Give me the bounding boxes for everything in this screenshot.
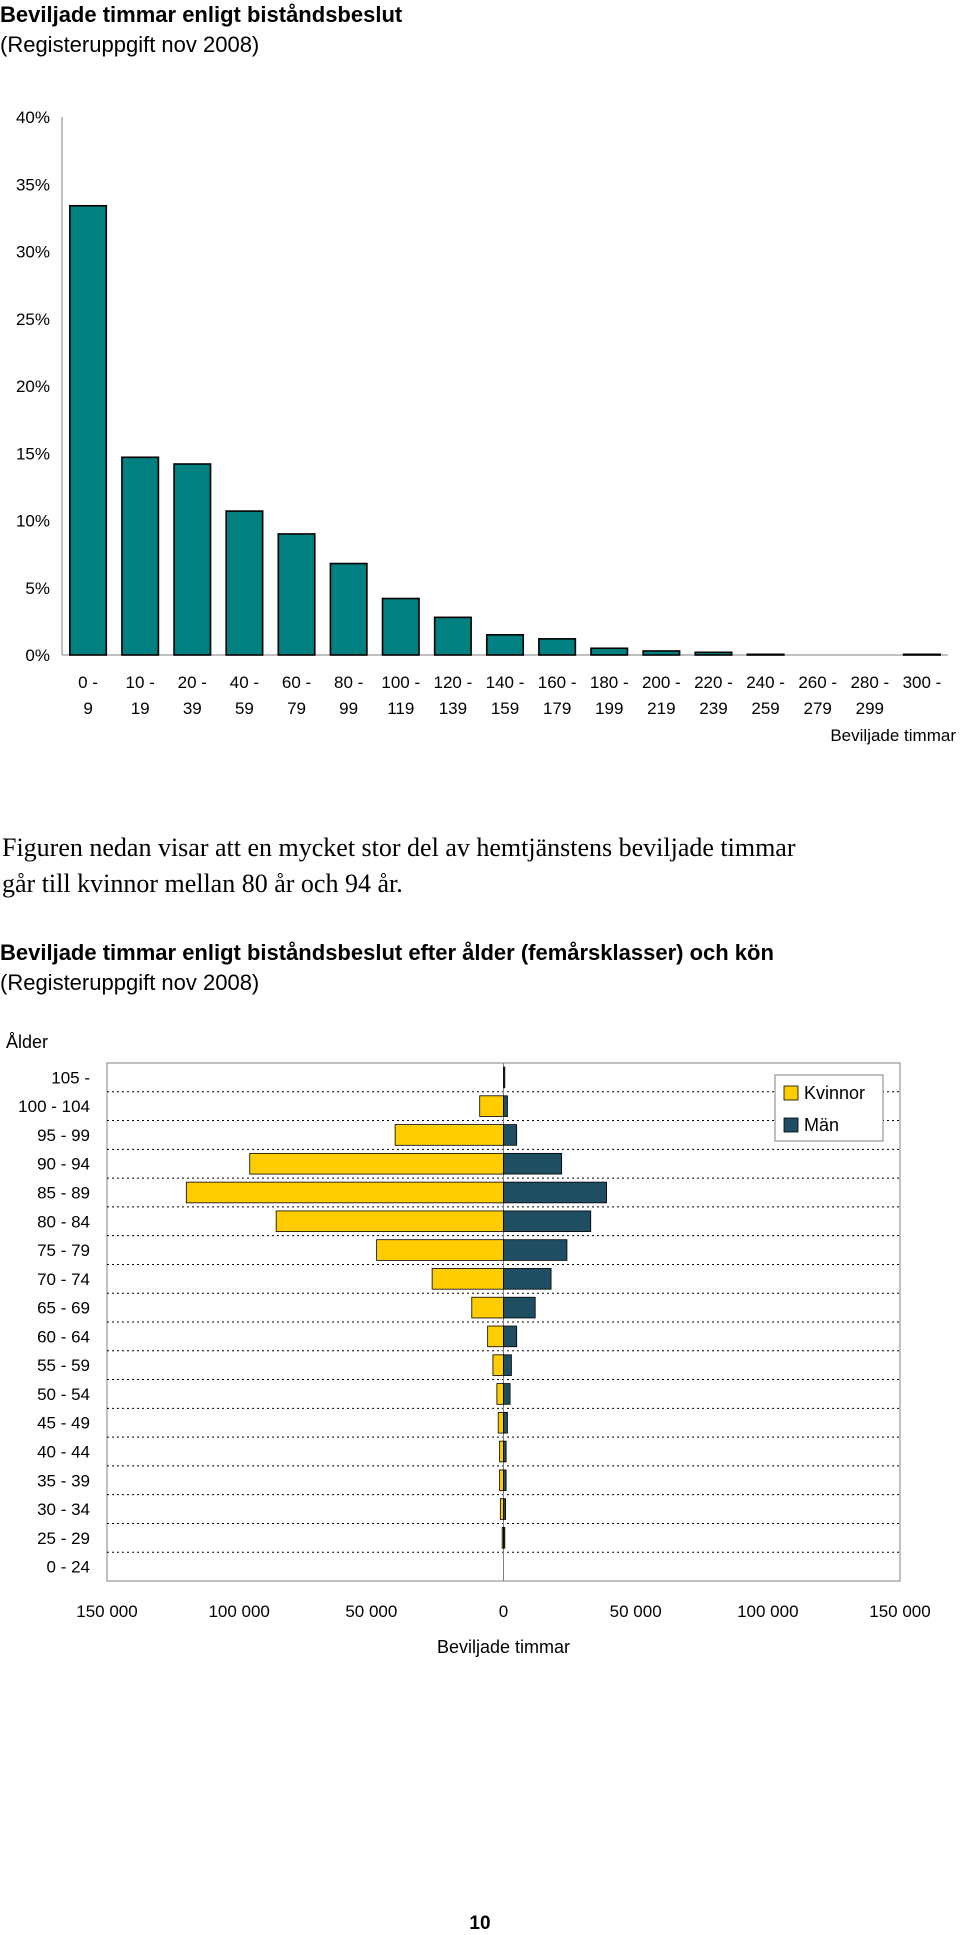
- paragraph: [2, 830, 960, 902]
- age-category-label: 105 -: [51, 1068, 90, 1088]
- age-category-label: 100 - 104: [18, 1097, 90, 1117]
- bar-kvinnor: [395, 1125, 503, 1146]
- bar-man: [504, 1384, 511, 1405]
- bar: [330, 564, 366, 655]
- legend-swatch: [784, 1118, 798, 1132]
- legend: [775, 1075, 883, 1141]
- age-category-label: 55 - 59: [37, 1356, 90, 1376]
- bar-chart-beviljade-timmar: [0, 95, 960, 755]
- y-tick-label: 5%: [25, 578, 50, 598]
- x-tick-label: 0 -: [78, 673, 98, 692]
- x-tick-label: 19: [130, 699, 150, 718]
- bar: [487, 635, 523, 655]
- bar-kvinnor: [480, 1096, 504, 1117]
- x-tick-label: 10 -: [125, 673, 155, 692]
- x-tick-label: 100 000: [208, 1602, 270, 1621]
- bar-man: [504, 1326, 517, 1347]
- bar-man: [504, 1240, 567, 1261]
- y-tick-label: 40%: [15, 108, 50, 127]
- bar-man: [504, 1297, 536, 1318]
- bar-man: [504, 1182, 607, 1203]
- age-category-label: 0 - 24: [46, 1557, 90, 1577]
- chart2-title-block: [0, 938, 960, 998]
- bar-kvinnor: [500, 1470, 504, 1491]
- bar-man: [504, 1067, 505, 1088]
- y-tick-label: 20%: [15, 377, 50, 396]
- x-tick-label: 60 -: [281, 673, 312, 692]
- x-tick-label: 299: [855, 699, 885, 718]
- bar-kvinnor: [186, 1182, 503, 1203]
- bar-man: [504, 1527, 505, 1548]
- x-tick-label: 20 -: [177, 673, 207, 692]
- x-tick-label: 200 -: [641, 673, 681, 692]
- bar-kvinnor: [500, 1441, 504, 1462]
- x-tick-label: 159: [490, 699, 520, 718]
- bar-kvinnor: [497, 1384, 504, 1405]
- x-tick-label: 80 -: [333, 673, 364, 692]
- bar: [591, 648, 627, 655]
- chart1-title-block: [0, 0, 402, 60]
- age-category-label: 95 - 99: [37, 1125, 90, 1145]
- age-category-label: 65 - 69: [37, 1298, 90, 1318]
- bar-man: [504, 1470, 507, 1491]
- x-tick-label: 280 -: [850, 673, 890, 692]
- bar: [383, 599, 419, 655]
- x-tick-label: 0: [498, 1602, 509, 1621]
- x-axis-title: Beviljade timmar: [830, 726, 956, 745]
- paragraph-line-1: Figuren nedan visar att en mycket stor del av hemtjänstens beviljade timmar: [2, 833, 796, 862]
- x-tick-label: 79: [287, 699, 306, 718]
- age-category-label: 40 - 44: [37, 1442, 90, 1462]
- x-tick-label: 9: [83, 699, 93, 718]
- paragraph-line-2: går till kvinnor mellan 80 år och 94 år.: [2, 869, 403, 898]
- age-category-label: 70 - 74: [37, 1269, 90, 1289]
- x-tick-label: 50 000: [345, 1602, 398, 1621]
- bar-kvinnor: [493, 1355, 504, 1376]
- bar: [695, 652, 731, 655]
- x-tick-label: 199: [595, 699, 624, 718]
- bar-kvinnor: [472, 1297, 504, 1318]
- x-tick-label: 140 -: [485, 673, 525, 692]
- page-number: 10: [469, 1913, 491, 1934]
- x-tick-label: 240 -: [746, 673, 785, 692]
- bar-kvinnor: [488, 1326, 504, 1347]
- x-tick-label: 179: [542, 699, 572, 718]
- chart2-title: Beviljade timmar enligt biståndsbeslut efter ålder (femårsklasser) och kön: [0, 940, 774, 965]
- x-axis-title: Beviljade timmar: [436, 1637, 571, 1657]
- x-tick-label: 99: [339, 699, 359, 718]
- bar: [278, 534, 314, 655]
- x-tick-label: 139: [438, 699, 468, 718]
- x-tick-label: 50 000: [609, 1602, 662, 1621]
- chart1-title: Beviljade timmar enligt biståndsbeslut: [0, 2, 403, 27]
- y-tick-label: 30%: [15, 242, 50, 262]
- x-tick-label: 39: [182, 699, 202, 718]
- bar-man: [504, 1412, 508, 1433]
- bar-man: [504, 1499, 506, 1520]
- bar: [226, 511, 262, 655]
- age-category-label: 90 - 94: [37, 1154, 90, 1174]
- age-category-label: 80 - 84: [37, 1212, 90, 1232]
- x-tick-label: 150 000: [869, 1602, 931, 1621]
- bar-kvinnor: [276, 1211, 503, 1232]
- age-category-label: 30 - 34: [37, 1500, 90, 1520]
- bar-man: [504, 1441, 507, 1462]
- bar: [643, 651, 679, 655]
- bar: [174, 464, 210, 655]
- bar-man: [504, 1125, 517, 1146]
- bar-man: [504, 1268, 552, 1289]
- pyramid-chart-alder-kon: [0, 1025, 960, 1670]
- age-category-label: 50 - 54: [37, 1384, 90, 1404]
- bar: [539, 639, 575, 655]
- x-tick-label: 279: [803, 699, 832, 718]
- bar-man: [504, 1211, 591, 1232]
- y-tick-label: 10%: [15, 511, 50, 531]
- x-tick-label: 150 000: [76, 1602, 138, 1621]
- age-category-label: 45 - 49: [37, 1413, 90, 1433]
- chart1-subtitle: (Registeruppgift nov 2008): [0, 32, 260, 57]
- bar-kvinnor: [250, 1153, 504, 1174]
- legend-label: Kvinnor: [804, 1083, 866, 1103]
- x-tick-label: 300 -: [902, 673, 942, 692]
- x-tick-label: 220 -: [694, 673, 733, 692]
- age-category-label: 85 - 89: [37, 1183, 90, 1203]
- x-tick-label: 100 000: [737, 1602, 799, 1621]
- chart2-subtitle: (Registeruppgift nov 2008): [0, 970, 260, 995]
- bar-kvinnor: [377, 1240, 504, 1261]
- x-tick-label: 59: [234, 699, 254, 718]
- x-tick-label: 100 -: [381, 673, 421, 692]
- y-tick-label: 25%: [15, 309, 50, 329]
- x-tick-label: 259: [751, 699, 780, 718]
- x-tick-label: 219: [647, 699, 676, 718]
- age-category-label: 25 - 29: [37, 1528, 90, 1548]
- x-tick-label: 160 -: [537, 673, 577, 692]
- x-tick-label: 120 -: [433, 673, 473, 692]
- bar-kvinnor: [500, 1499, 503, 1520]
- y-tick-label: 35%: [15, 175, 50, 195]
- y-axis-title: Ålder: [6, 1032, 49, 1052]
- age-category-label: 75 - 79: [37, 1241, 90, 1261]
- bar-man: [504, 1153, 562, 1174]
- bar-kvinnor: [498, 1412, 503, 1433]
- age-category-label: 60 - 64: [37, 1327, 90, 1347]
- bar-man: [504, 1096, 508, 1117]
- bar: [747, 654, 783, 655]
- bar: [904, 654, 940, 655]
- bar: [435, 617, 471, 655]
- y-tick-label: 15%: [15, 444, 50, 464]
- bar-kvinnor: [432, 1268, 503, 1289]
- y-tick-label: 0%: [25, 646, 50, 665]
- bar-man: [504, 1355, 512, 1376]
- bar: [70, 206, 106, 655]
- age-category-label: 35 - 39: [37, 1471, 90, 1491]
- legend-swatch: [784, 1086, 798, 1100]
- x-tick-label: 260 -: [798, 673, 838, 692]
- x-tick-label: 180 -: [589, 673, 629, 692]
- bar: [122, 457, 158, 655]
- x-tick-label: 119: [387, 699, 415, 718]
- legend-label: Män: [804, 1115, 840, 1135]
- x-tick-label: 239: [699, 699, 728, 718]
- x-tick-label: 40 -: [229, 673, 260, 692]
